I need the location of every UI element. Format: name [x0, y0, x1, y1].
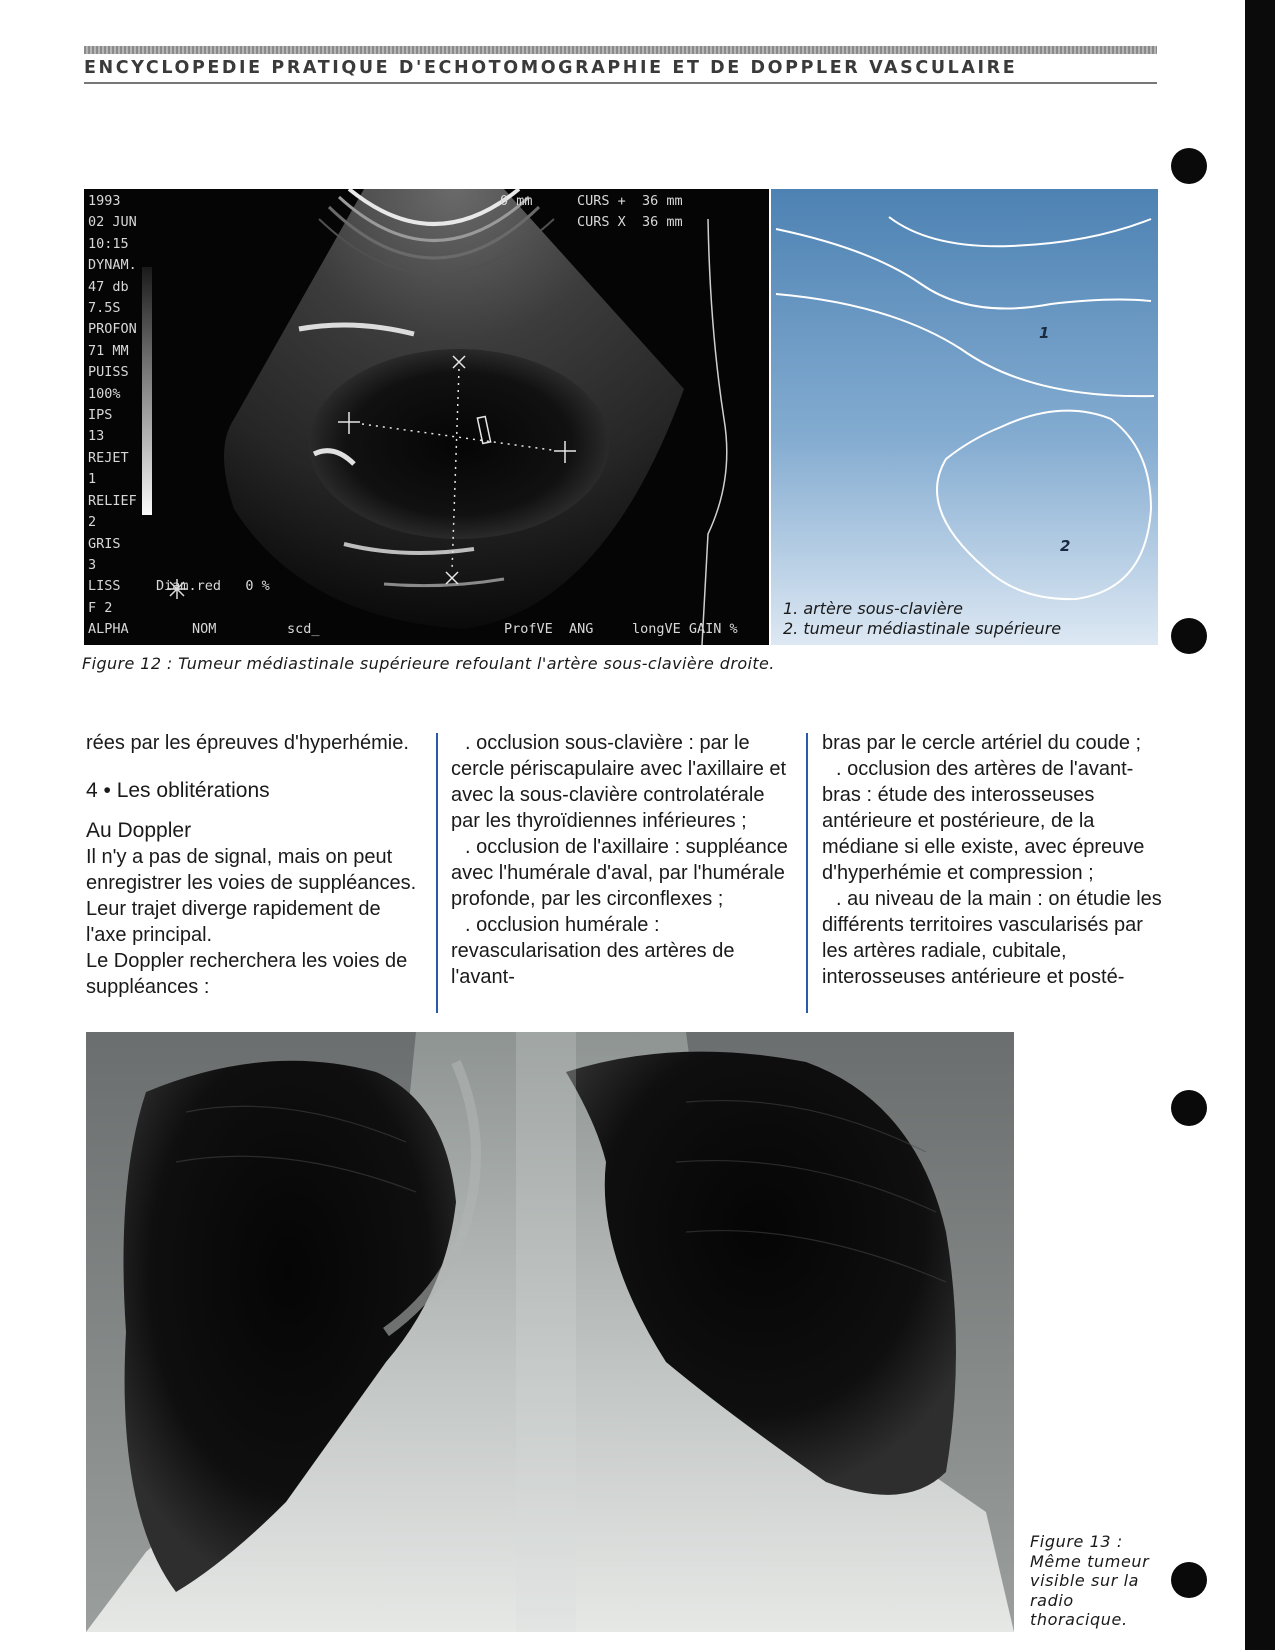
diameter-reduction-readout: Diam.red 0 % [156, 578, 270, 594]
text-column-1 [86, 730, 424, 1000]
paragraph: Le Doppler recherchera les voies de suppléances : [86, 950, 408, 998]
column-divider [806, 733, 808, 1013]
grayscale-bar [142, 267, 152, 515]
ultrasound-image [84, 189, 769, 645]
profile-angle-label: ProfVE ANG [504, 621, 594, 637]
punch-hole [1171, 1562, 1207, 1598]
anatomical-schema [771, 189, 1158, 645]
paragraph: . occlusion humérale : revascularisation des artères de l'avant- [451, 914, 735, 988]
ultrasound-settings: 1993 02 JUN 10:15 DYNAM. 47 db 7.5S PROFON 71 MM PUISS 100% IPS 13 REJET 1 RELIEF 2 GRIS 3 LISS F 2 ALPHA [88, 193, 137, 638]
page-edge [1245, 0, 1275, 1650]
subsection-title: Au Doppler [86, 819, 192, 842]
gain-label: longVE GAIN % [632, 621, 738, 637]
schema-legend [783, 599, 1061, 639]
punch-hole [1171, 618, 1207, 654]
text-column-3 [822, 730, 1162, 990]
name-field-label: NOM [192, 621, 217, 637]
paragraph: Il n'y a pas de signal, mais on peut enregistrer les voies de suppléances. Leur trajet diverge rapidement de l'axe principal. [86, 846, 417, 946]
column-divider [436, 733, 438, 1013]
running-header: ENCYCLOPEDIE PRATIQUE D'ECHOTOMOGRAPHIE ET DE DOPPLER VASCULAIRE [84, 58, 1018, 78]
header-rule [84, 82, 1157, 84]
header-bar [84, 46, 1157, 54]
depth-zero-label: 0 mm [500, 193, 533, 209]
figure-12-caption: Figure 12 : Tumeur médiastinale supérieure refoulant l'artère sous-clavière droite. [82, 654, 775, 673]
legend-item-artery: 1. artère sous-clavière [783, 599, 963, 618]
schema-label-2: 2 [1060, 537, 1071, 555]
chest-xray-image [86, 1032, 1014, 1632]
cursor-plus-readout: CURS + 36 mm [577, 193, 683, 209]
paragraph: bras par le cercle artériel du coude ; [822, 732, 1142, 754]
schema-label-1: 1 [1039, 324, 1050, 342]
paragraph: rées par les épreuves d'hyperhémie. [86, 732, 409, 754]
figure-13-caption: Figure 13 : Même tumeur visible sur la radio thoracique. [1030, 1532, 1150, 1629]
cursor-x-readout: CURS X 36 mm [577, 214, 683, 230]
paragraph: . au niveau de la main : on étudie les différents territoires vascularisés par les artères radiale, cubitale, interosseuses antérieure et posté- [822, 888, 1162, 988]
paragraph: . occlusion sous-clavière : par le cercle périscapulaire avec l'axillaire et avec la sous-clavière controlatérale par les thyroïdiennes inférieures ; [451, 732, 787, 832]
scd-field-label: scd_ [287, 621, 320, 637]
punch-hole [1171, 1090, 1207, 1126]
section-title: 4 • Les oblitérations [86, 779, 270, 802]
paragraph: . occlusion des artères de l'avant-bras : étude des interosseuses antérieure et postérieure, de la médiane si elle existe, avec épreuve d'hyperhémie et compression ; [822, 758, 1145, 884]
text-column-2 [451, 730, 792, 990]
legend-item-tumor: 2. tumeur médiastinale supérieure [783, 619, 1062, 638]
punch-hole [1171, 148, 1207, 184]
paragraph: . occlusion de l'axillaire : suppléance avec l'humérale d'aval, par l'humérale profonde, par les circonflexes ; [451, 836, 788, 910]
